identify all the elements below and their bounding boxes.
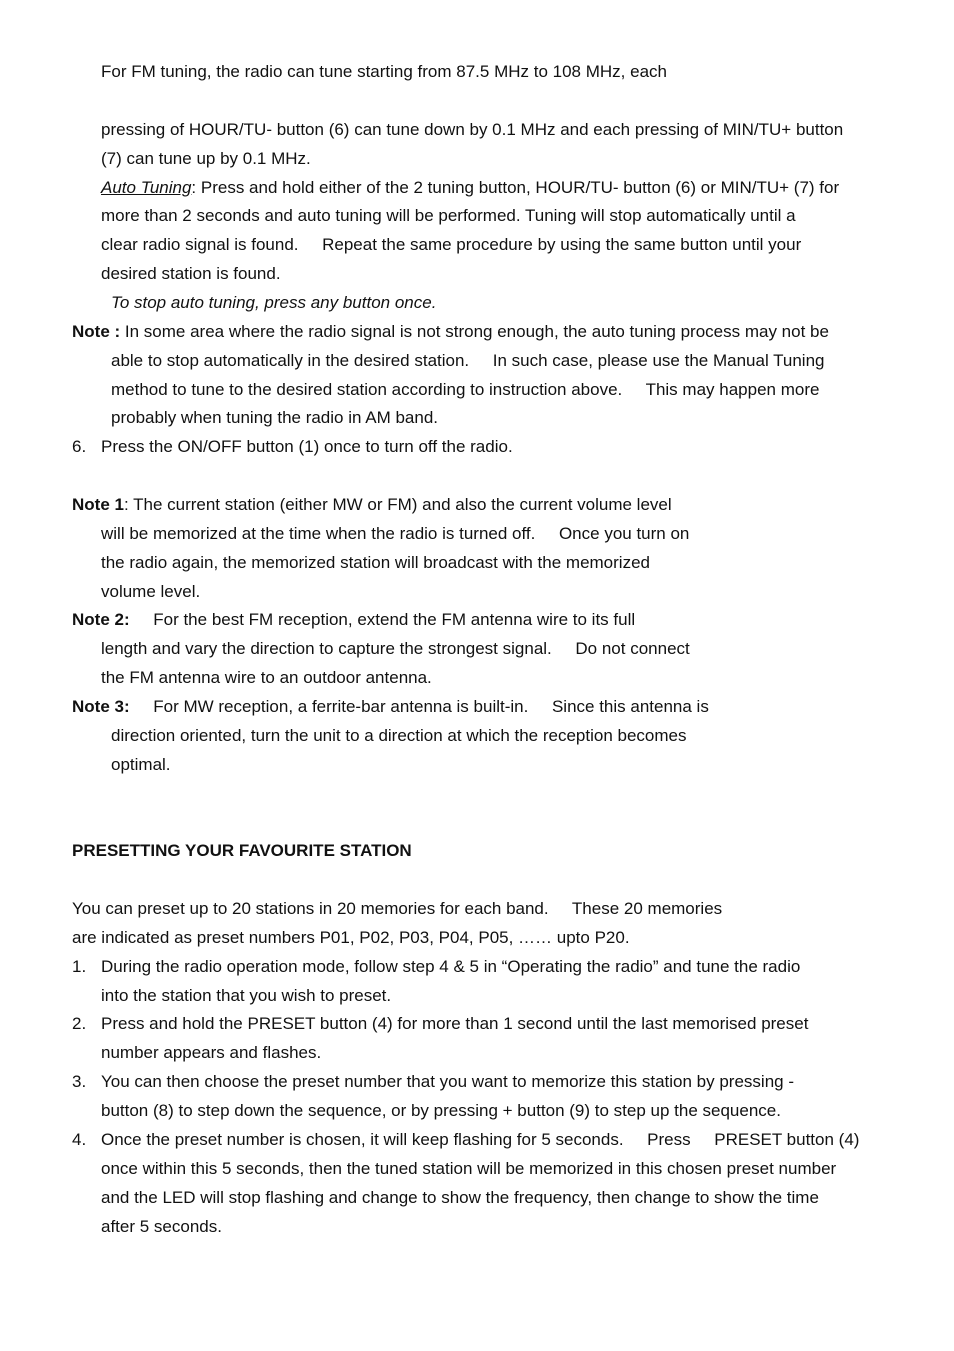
note-2-line-1-text: For the best FM reception, extend the FM antenna wire to its full bbox=[129, 610, 636, 629]
note-1-line-4: volume level. bbox=[101, 582, 201, 601]
note-auto-line-1-text: In some area where the radio signal is not strong enough, the auto tuning process may not be bbox=[120, 322, 829, 341]
fm-intro-line-2: pressing of HOUR/TU- button (6) can tune down by 0.1 MHz and each pressing of MIN/TU+ button bbox=[101, 120, 844, 139]
preset-step-1-line-1: During the radio operation mode, follow step 4 & 5 in “Operating the radio” and tune the radio bbox=[101, 957, 801, 976]
preset-step-4-line-4: after 5 seconds. bbox=[101, 1217, 222, 1236]
preset-step-4-number: 4. bbox=[72, 1130, 87, 1149]
note-auto-label: Note : bbox=[72, 322, 121, 341]
note-1-line-1-text: : The current station (either MW or FM) and also the current volume level bbox=[123, 495, 672, 514]
note-2-line-2: length and vary the direction to capture the strongest signal. Do not connect bbox=[101, 639, 690, 658]
auto-tuning-label: Auto Tuning bbox=[101, 178, 192, 197]
note-2-label: Note 2: bbox=[72, 610, 130, 629]
step-6-number: 6. bbox=[72, 437, 87, 456]
note-1-line-2: will be memorized at the time when the radio is turned off. Once you turn on bbox=[101, 524, 690, 543]
note-1-line-1 bbox=[72, 495, 672, 515]
fm-intro-line-1: For FM tuning, the radio can tune starting from 87.5 MHz to 108 MHz, each bbox=[101, 62, 667, 81]
note-auto-line-3: method to tune to the desired station according to instruction above. This may happen more bbox=[111, 380, 820, 399]
preset-step-4-line-3: and the LED will stop flashing and change to show the frequency, then change to show the time bbox=[101, 1188, 819, 1207]
preset-step-3-number: 3. bbox=[72, 1072, 87, 1091]
auto-tuning-line-1 bbox=[101, 178, 839, 198]
preset-intro-line-2: are indicated as preset numbers P01, P02, P03, P04, P05, …… upto P20. bbox=[72, 928, 630, 947]
preset-step-2-line-1: Press and hold the PRESET button (4) for more than 1 second until the last memorised preset bbox=[101, 1014, 809, 1033]
note-auto-line-2: able to stop automatically in the desired station. In such case, please use the Manual Tuning bbox=[111, 351, 825, 370]
auto-tuning-line-4: desired station is found. bbox=[101, 264, 281, 283]
preset-step-4-line-2: once within this 5 seconds, then the tuned station will be memorized in this chosen preset number bbox=[101, 1159, 837, 1178]
note-3-line-3: optimal. bbox=[111, 755, 171, 774]
preset-step-3-line-1: You can then choose the preset number that you want to memorize this station by pressing - bbox=[101, 1072, 794, 1091]
preset-step-1-line-2: into the station that you wish to preset. bbox=[101, 986, 392, 1005]
note-auto-line-4: probably when tuning the radio in AM band. bbox=[111, 408, 439, 427]
step-6-text: Press the ON/OFF button (1) once to turn off the radio. bbox=[101, 437, 513, 456]
auto-tuning-line-1-text: : Press and hold either of the 2 tuning button, HOUR/TU- button (6) or MIN/TU+ (7) for bbox=[191, 178, 840, 197]
auto-tuning-line-2: more than 2 seconds and auto tuning will be performed. Tuning will stop automatically until a bbox=[101, 206, 796, 225]
preset-step-2-number: 2. bbox=[72, 1014, 87, 1033]
preset-step-2-line-2: number appears and flashes. bbox=[101, 1043, 322, 1062]
note-1-line-3: the radio again, the memorized station will broadcast with the memorized bbox=[101, 553, 650, 572]
note-3-label: Note 3: bbox=[72, 697, 130, 716]
note-1-label: Note 1 bbox=[72, 495, 124, 514]
auto-tuning-line-3: clear radio signal is found. Repeat the same procedure by using the same button until your bbox=[101, 235, 802, 254]
section-heading: PRESETTING YOUR FAVOURITE STATION bbox=[72, 841, 412, 860]
note-3-line-1 bbox=[72, 697, 709, 717]
note-auto-line-1 bbox=[72, 322, 829, 342]
preset-step-1-number: 1. bbox=[72, 957, 87, 976]
preset-intro-line-1: You can preset up to 20 stations in 20 memories for each band. These 20 memories bbox=[72, 899, 723, 918]
fm-intro-line-3: (7) can tune up by 0.1 MHz. bbox=[101, 149, 311, 168]
note-2-line-3: the FM antenna wire to an outdoor antenna. bbox=[101, 668, 432, 687]
preset-step-4-line-1: Once the preset number is chosen, it will keep flashing for 5 seconds. Press PRESET button (4) bbox=[101, 1130, 860, 1149]
preset-step-3-line-2: button (8) to step down the sequence, or by pressing + button (9) to step up the sequence. bbox=[101, 1101, 781, 1120]
note-3-line-2: direction oriented, turn the unit to a direction at which the reception becomes bbox=[111, 726, 687, 745]
stop-auto-tuning-note: To stop auto tuning, press any button once. bbox=[111, 293, 437, 312]
note-2-line-1 bbox=[72, 610, 635, 630]
note-3-line-1-text: For MW reception, a ferrite-bar antenna is built-in. Since this antenna is bbox=[129, 697, 709, 716]
